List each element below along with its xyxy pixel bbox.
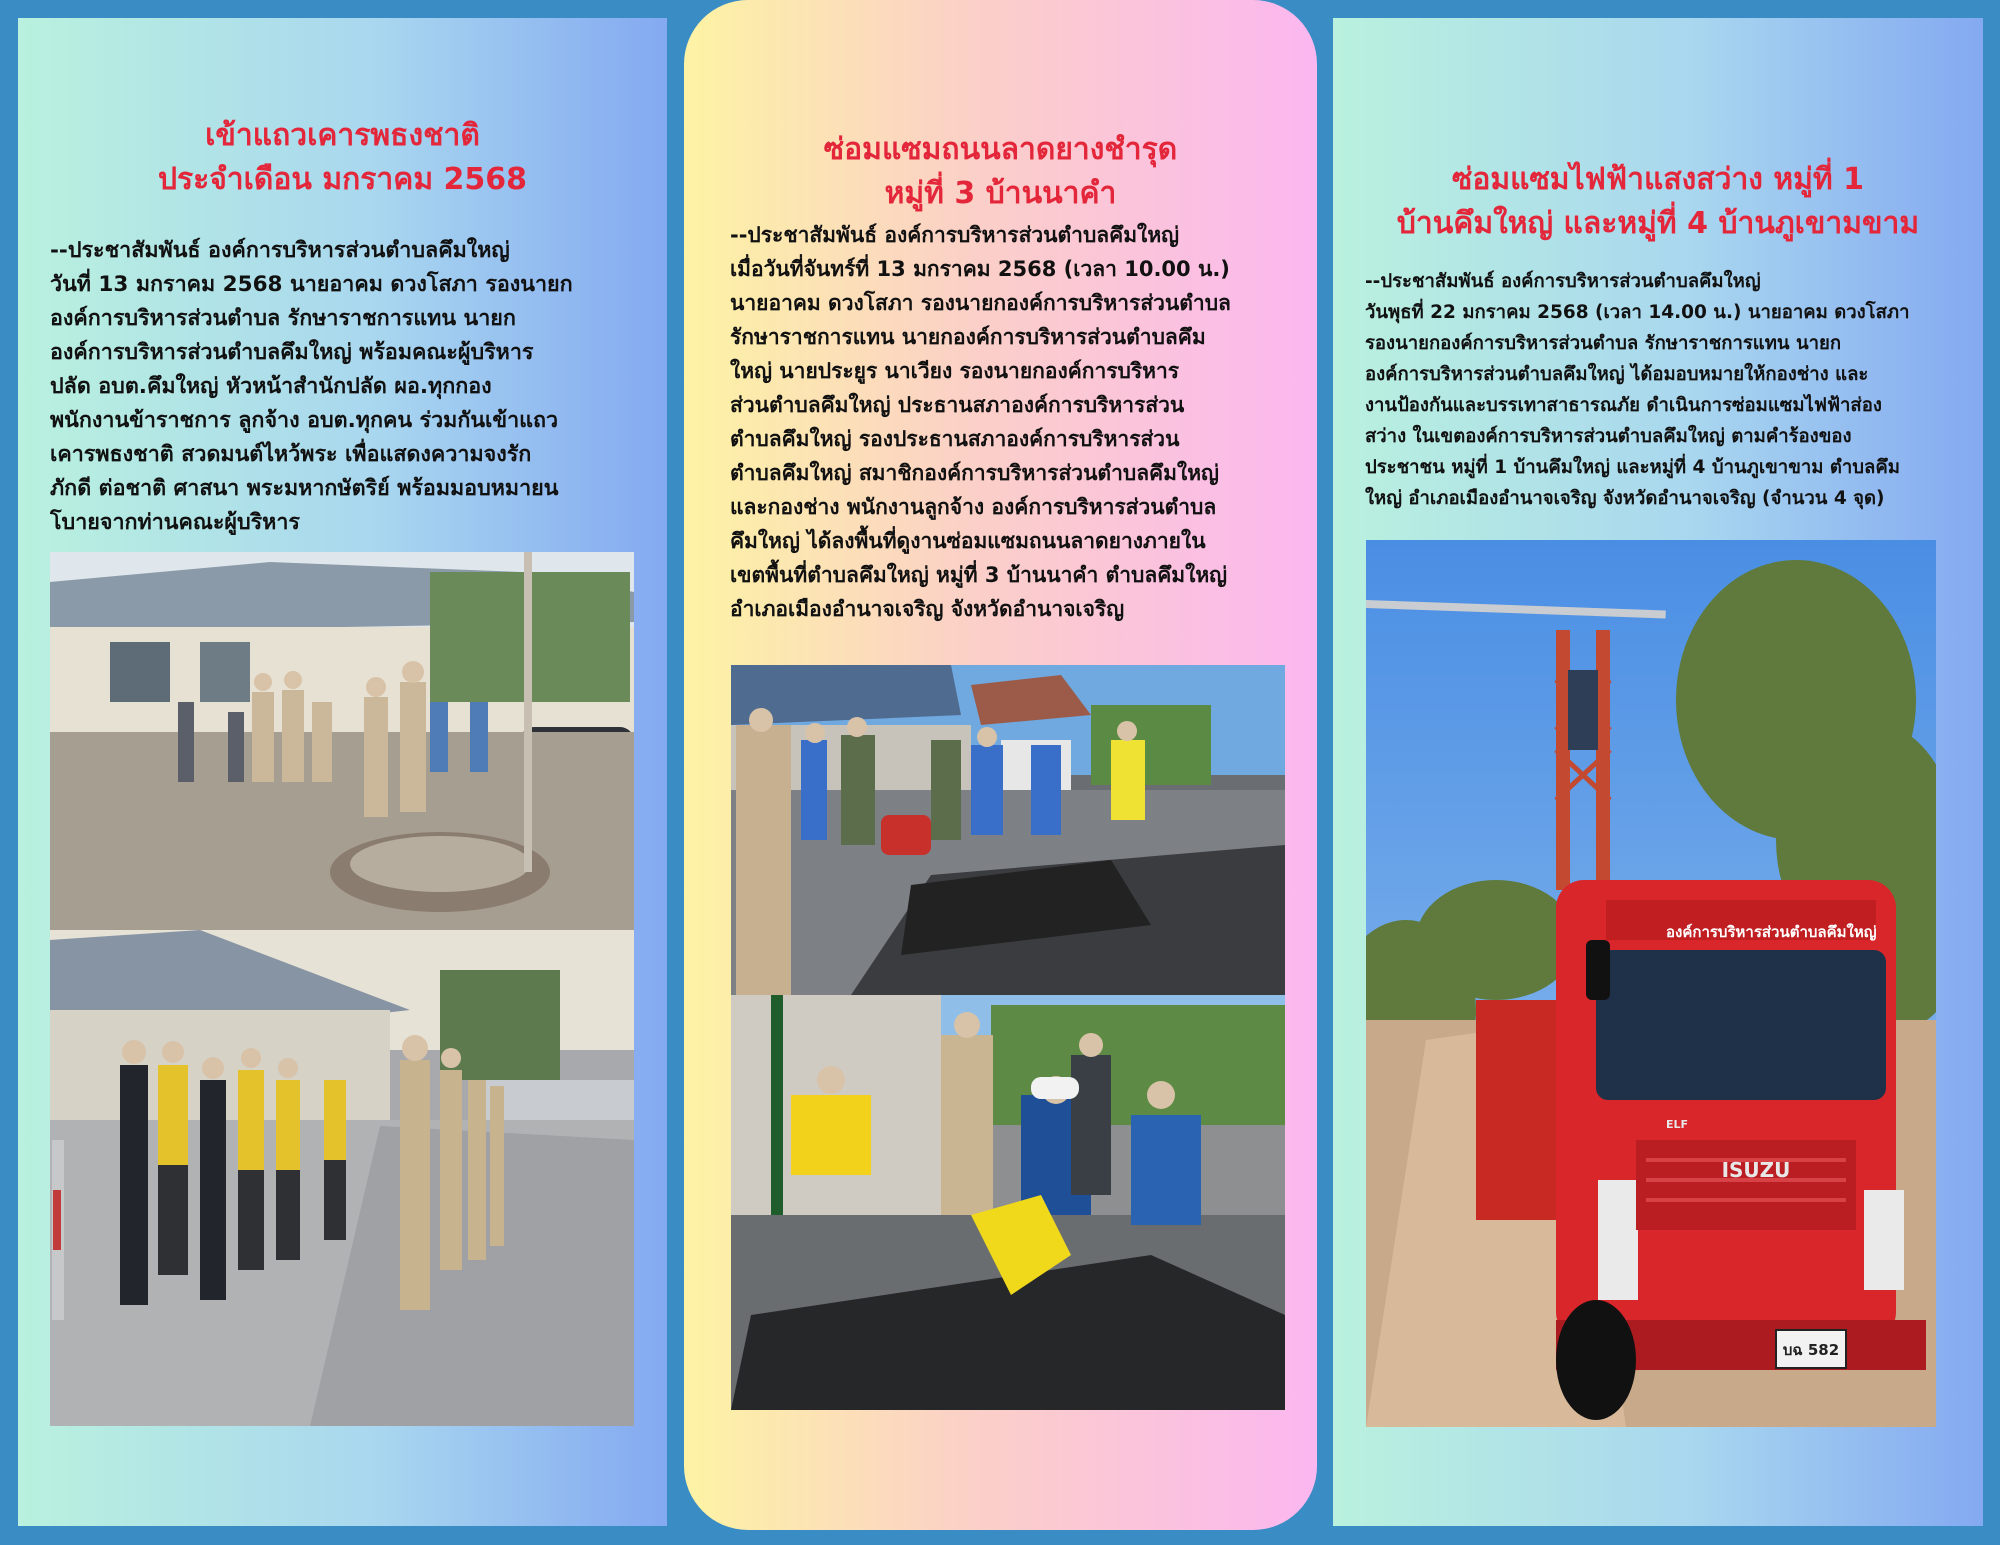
body-line: รองนายกองค์การบริหารส่วนตำบล รักษาราชการแทน นายก <box>1365 333 1842 354</box>
truck-plate: บฉ 582 <box>1782 1341 1840 1359</box>
panel-body <box>1365 266 1965 514</box>
body-line: เมื่อวันที่จันทร์ที่ 13 มกราคม 2568 (เวลา 10.00 น.) <box>730 257 1230 281</box>
panel-body <box>730 218 1290 626</box>
title-line: หมู่ที่ 3 บ้านนาคำ <box>884 176 1117 211</box>
body-line: ตำบลคึมใหญ่ สมาชิกองค์การบริหารส่วนตำบลคึมใหญ่ <box>730 461 1219 485</box>
photo-road-repair-1 <box>731 665 1285 995</box>
title-line: บ้านคึมใหญ่ และหมู่ที่ 4 บ้านภูเขามขาม <box>1396 206 1920 241</box>
title-line: ซ่อมแซมถนนลาดยางชำรุด <box>823 132 1178 167</box>
body-line: --ประชาสัมพันธ์ องค์การบริหารส่วนตำบลคึมใหญ่ <box>50 238 510 263</box>
body-line: และกองช่าง พนักงานลูกจ้าง องค์การบริหารส่วนตำบล <box>730 495 1217 519</box>
body-line: ตำบลคึมใหญ่ รองประธานสภาองค์การบริหารส่วน <box>730 427 1180 451</box>
body-line: องค์การบริหารส่วนตำบลคึมใหญ่ ได้อมอบหมายให้กองช่าง และ <box>1365 364 1869 385</box>
photo-flag-ceremony-1 <box>50 552 634 930</box>
body-line: สว่าง ในเขตองค์การบริหารส่วนตำบลคึมใหญ่ ตามคำร้องของ <box>1365 426 1852 447</box>
body-line: เคารพธงชาติ สวดมนต์ไหว้พระ เพื่อแสดงความจงรัก <box>50 442 532 467</box>
body-line: ปลัด อบต.คึมใหญ่ หัวหน้าสำนักปลัด ผอ.ทุกกอง <box>50 374 492 399</box>
body-line: ภักดี ต่อชาติ ศาสนา พระมหากษัตริย์ พร้อมมอบหมายน <box>50 476 559 501</box>
body-line: องค์การบริหารส่วนตำบลคึมใหญ่ พร้อมคณะผู้บริหาร <box>50 340 534 365</box>
body-line: โบายจากท่านคณะผู้บริหาร <box>50 510 300 535</box>
body-line: อำเภอเมืองอำนาจเจริญ จังหวัดอำนาจเจริญ <box>730 597 1125 621</box>
photo-flag-ceremony-2 <box>50 930 634 1426</box>
body-line: นายอาคม ดวงโสภา รองนายกองค์การบริหารส่วนตำบล <box>730 291 1231 315</box>
body-line: งานป้องกันและบรรเทาสาธารณภัย ดำเนินการซ่อมแซมไฟฟ้าส่อง <box>1365 395 1882 416</box>
body-line: ประชาชน หมู่ที่ 1 บ้านคึมใหญ่ และหมู่ที่ 4 บ้านภูเขาขาม ตำบลคึม <box>1365 457 1900 478</box>
body-line: ใหญ่ อำเภอเมืองอำนาจเจริญ จังหวัดอำนาจเจริญ (จำนวน 4 จุด) <box>1365 488 1885 509</box>
body-line: --ประชาสัมพันธ์ องค์การบริหารส่วนตำบลคึมใหญ่ <box>1365 271 1761 292</box>
panel-body <box>50 234 640 540</box>
photo-streetlight-truck <box>1366 540 1936 1427</box>
truck-brand: ISUZU <box>1721 1158 1791 1182</box>
panel-title <box>684 128 1317 216</box>
body-line: ส่วนตำบลคึมใหญ่ ประธานสภาองค์การบริหารส่วน <box>730 393 1185 417</box>
body-line: องค์การบริหารส่วนตำบล รักษาราชการแทน นายก <box>50 306 516 331</box>
body-line: เขตพื้นที่ตำบลคึมใหญ่ หมู่ที่ 3 บ้านนาคำ ตำบลคึมใหญ่ <box>730 563 1228 587</box>
body-line: วันพุธที่ 22 มกราคม 2568 (เวลา 14.00 น.) นายอาคม ดวงโสภา <box>1365 302 1910 323</box>
body-line: รักษาราชการแทน นายกองค์การบริหารส่วนตำบลคึม <box>730 325 1206 349</box>
panel-streetlight-repair <box>1333 18 1983 1526</box>
title-line: ประจำเดือน มกราคม 2568 <box>157 162 528 197</box>
body-line: วันที่ 13 มกราคม 2568 นายอาคม ดวงโสภา รองนายก <box>50 272 573 297</box>
photo-road-repair-2 <box>731 995 1285 1410</box>
body-line: พนักงานข้าราชการ ลูกจ้าง อบต.ทุกคน ร่วมกันเข้าแถว <box>50 408 559 433</box>
panel-title <box>1333 158 1983 246</box>
body-line: ใหญ่ นายประยูร นาเวียง รองนายกองค์การบริหาร <box>730 359 1180 383</box>
title-line: เข้าแถวเคารพธงชาติ <box>205 118 480 153</box>
panel-road-repair <box>684 0 1317 1530</box>
truck-model: ELF <box>1666 1118 1689 1131</box>
panel-title <box>18 114 667 202</box>
truck-door-text: องค์การบริหารส่วนตำบลคึมใหญ่ <box>1666 923 1877 941</box>
body-line: --ประชาสัมพันธ์ องค์การบริหารส่วนตำบลคึมใหญ่ <box>730 223 1180 247</box>
title-line: ซ่อมแซมไฟฟ้าแสงสว่าง หมู่ที่ 1 <box>1451 162 1865 197</box>
panel-flag-ceremony <box>18 18 667 1526</box>
body-line: คึมใหญ่ ได้ลงพื้นที่ดูงานซ่อมแซมถนนลาดยางภายใน <box>730 529 1206 553</box>
